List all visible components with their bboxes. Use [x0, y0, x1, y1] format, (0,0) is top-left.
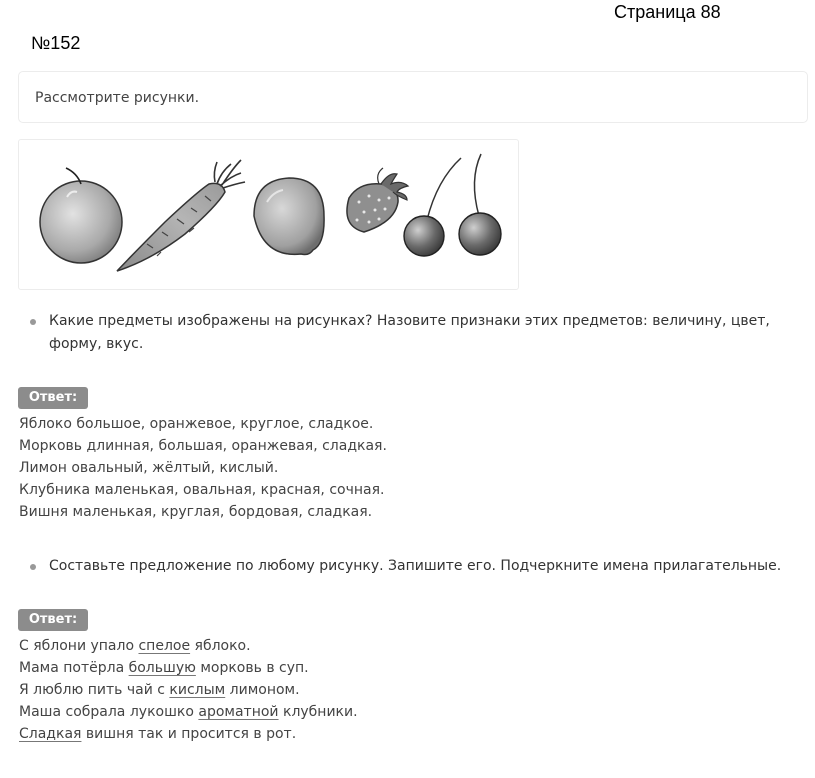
answer-1-line: Клубника маленькая, овальная, красная, сочная.: [19, 482, 385, 498]
adjective: кислым: [169, 682, 226, 698]
answer-1-line: Лимон овальный, жёлтый, кислый.: [19, 460, 279, 476]
lemon-image: [254, 178, 324, 255]
answer-1-line: Яблоко большое, оранжевое, круглое, сладкое.: [19, 416, 374, 432]
sentence: Мама потёрла большую морковь в суп.: [19, 660, 309, 676]
question-2-text: Составьте предложение по любому рисунку. Запишите его. Подчеркните имена прилагательные.: [49, 558, 782, 574]
bullet-icon: [30, 564, 36, 570]
adjective: большую: [128, 660, 196, 676]
answer-1-line: Морковь длинная, большая, оранжевая, сладкая.: [19, 438, 387, 454]
question-2: [30, 555, 810, 578]
fruits-picture: [18, 139, 519, 290]
question-1-line-1: Какие предметы изображены на рисунках? Назовите признаки этих предметов: величину, цвет,: [49, 313, 770, 329]
question-1-line-2: форму, вкус.: [49, 336, 144, 352]
cherries-image: [404, 154, 501, 256]
carrot-image: [117, 160, 245, 271]
adjective: Сладкая: [19, 726, 82, 742]
task-instruction: Рассмотрите рисунки.: [35, 90, 200, 106]
question-1: [30, 310, 800, 356]
sentence: Маша собрала лукошко ароматной клубники.: [19, 704, 358, 720]
apple-image: [40, 168, 122, 263]
answer-1: [19, 413, 387, 523]
answer-badge-1: Ответ:: [18, 387, 88, 409]
task-number: №152: [31, 33, 81, 53]
task-instruction-box: [18, 71, 808, 123]
sentence: Я люблю пить чай с кислым лимоном.: [19, 682, 300, 698]
strawberry-image: [347, 168, 408, 232]
answer-badge-2: Ответ:: [18, 609, 88, 631]
fruits-illustration: [19, 140, 520, 291]
answer-1-line: Вишня маленькая, круглая, бордовая, сладкая.: [19, 504, 373, 520]
bullet-icon: [30, 319, 36, 325]
adjective: спелое: [138, 638, 191, 654]
sentence: Сладкая вишня так и просится в рот.: [19, 726, 297, 742]
adjective: ароматной: [198, 704, 279, 720]
sentence: С яблони упало спелое яблоко.: [19, 638, 251, 654]
answer-2: [19, 635, 358, 745]
page-number: Страница 88: [614, 2, 721, 22]
